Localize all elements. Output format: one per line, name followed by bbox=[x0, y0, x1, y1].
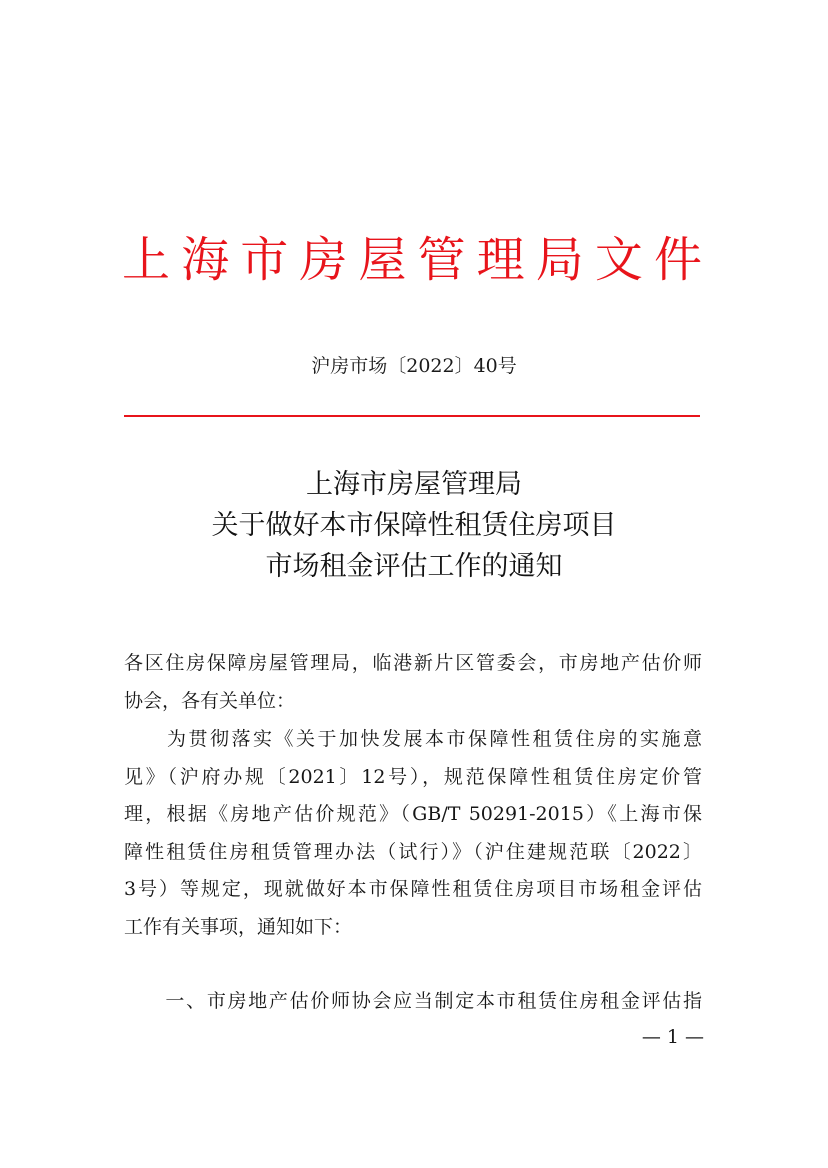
paragraph-line: 一、市房地产估价师协会应当制定本市租赁住房租金评估指 bbox=[124, 990, 702, 1012]
addressee-line: 各区住房保障房屋管理局，临港新片区管委会，市房地产估价师 bbox=[124, 652, 702, 674]
header-char: 局 bbox=[535, 232, 584, 288]
header-char: 屋 bbox=[358, 232, 407, 288]
body-paragraph-2 bbox=[124, 983, 702, 1021]
header-char: 管 bbox=[417, 232, 466, 288]
addressee-block bbox=[124, 644, 702, 720]
notice-title-line: 市场租金评估工作的通知 bbox=[265, 551, 563, 582]
document-header-title bbox=[122, 228, 702, 292]
red-separator-line bbox=[124, 415, 700, 417]
header-char: 房 bbox=[299, 232, 348, 288]
paragraph-line: 工作有关事项，通知如下： bbox=[124, 915, 353, 938]
header-char: 海 bbox=[181, 232, 230, 288]
addressee-line: 协会，各有关单位： bbox=[124, 690, 296, 712]
paragraph-line: 障性租赁住房租赁管理办法（试行）》（沪住建规范联〔2022〕 bbox=[124, 840, 702, 863]
document-number: 沪房市场〔2022〕40号 bbox=[311, 355, 517, 377]
paragraph-line: 见》（沪府办规〔2021〕12号），规范保障性租赁住房定价管 bbox=[124, 765, 702, 788]
header-char: 市 bbox=[240, 232, 289, 288]
paragraph-line: 为贯彻落实《关于加快发展本市保障性租赁住房的实施意 bbox=[124, 728, 702, 750]
header-char: 理 bbox=[476, 232, 525, 288]
notice-title bbox=[0, 464, 828, 587]
header-char: 文 bbox=[594, 232, 643, 288]
paragraph-line: 3号）等规定，现就做好本市保障性租赁住房项目市场租金评估 bbox=[124, 878, 702, 900]
header-char: 上 bbox=[122, 232, 171, 288]
page-number: — 1 — bbox=[641, 1026, 704, 1048]
notice-title-line: 关于做好本市保障性租赁住房项目 bbox=[211, 510, 617, 541]
paragraph-line: 理，根据《房地产估价规范》（GB/T 50291-2015）《上海市保 bbox=[124, 803, 702, 825]
header-char: 件 bbox=[653, 232, 702, 288]
notice-title-line: 上海市房屋管理局 bbox=[306, 469, 522, 500]
body-paragraph-1 bbox=[124, 721, 702, 946]
